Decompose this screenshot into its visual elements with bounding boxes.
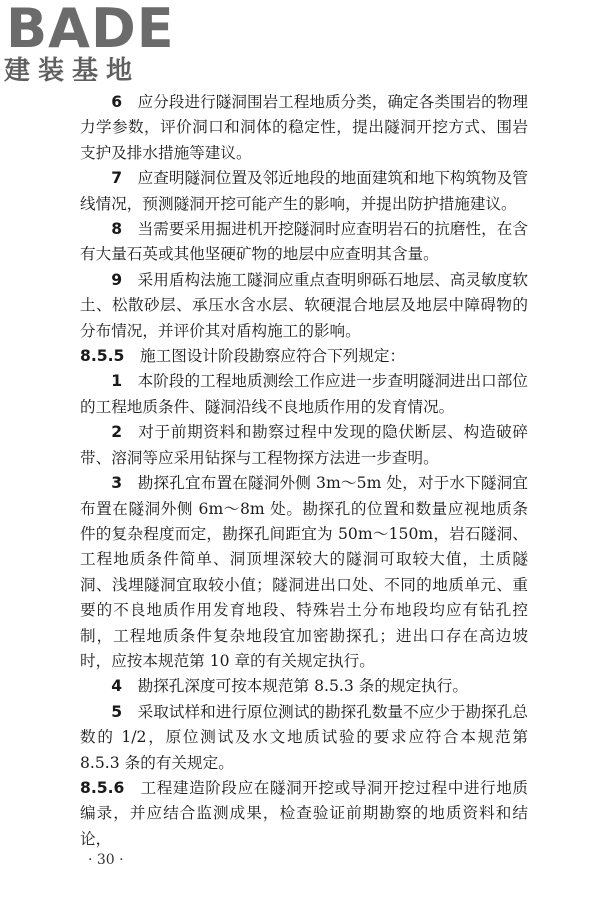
item-number: 9 <box>111 270 123 289</box>
list-item-paragraph <box>80 700 528 776</box>
item-number: 2 <box>111 423 123 442</box>
paragraph-text: 勘探孔宜布置在隧洞外侧 3m～5m 处，对于水下隧洞宜布置在隧洞外侧 6m～8m 处。勘探孔的位置和数量应视地质条件的复杂程度而定，勘探孔间距宜为 50m～150m，岩石隧洞、工程地质条件简单、洞顶埋深较大的隧洞可取较大值，土质隧洞、浅埋隧洞宜取较小值；隧洞进出口处、不同的地质单元、重要的不良地质作用发育地段、特殊岩土分布地段均应有钻孔控制，工程地质条件复杂地段宜加密勘探孔；进出口存在高边坡时，应按本规范第 10 章的有关规定执行。 <box>80 474 528 670</box>
clause-paragraph <box>80 344 528 369</box>
clause-number: 8.5.6 <box>80 778 125 797</box>
item-number: 6 <box>111 93 123 111</box>
item-number: 3 <box>111 474 123 493</box>
list-item-paragraph <box>80 217 528 268</box>
list-item-paragraph <box>80 420 528 471</box>
paragraph-text: 勘探孔深度可按本规范第 8.5.3 条的规定执行。 <box>137 677 468 696</box>
brand-logo <box>2 2 182 92</box>
logo-subtitle: 建装基地 <box>4 56 141 86</box>
list-item-paragraph <box>80 268 528 344</box>
list-item-paragraph <box>80 674 528 699</box>
item-number: 4 <box>111 677 123 696</box>
paragraph-text: 对于前期资料和勘察过程中发现的隐伏断层、构造破碎带、溶洞等应采用钻探与工程物探方法进一步查明。 <box>80 423 528 467</box>
item-number: 8 <box>111 220 123 239</box>
list-item-paragraph <box>80 90 528 166</box>
paragraph-text: 当需要采用掘进机开挖隧洞时应查明岩石的抗磨性，在含有大量石英或其他坚硬矿物的地层中应查明其含量。 <box>80 220 528 264</box>
list-item-paragraph <box>80 369 528 420</box>
paragraph-text: 采取试样和进行原位测试的勘探孔数量不应少于勘探孔总数的 1/2，原位测试及水文地质试验的要求应符合本规范第 8.5.3 条的有关规定。 <box>80 702 528 772</box>
list-item-paragraph <box>80 166 528 217</box>
paragraph-text: 工程建造阶段应在隧洞开挖或导洞开挖过程中进行地质编录，并应结合监测成果，检查验证前期勘察的地质资料和结论， <box>80 778 528 848</box>
document-body <box>80 90 528 852</box>
clause-paragraph <box>80 776 528 852</box>
item-number: 1 <box>111 372 123 391</box>
paragraph-text: 应查明隧洞位置及邻近地段的地面建筑和地下构筑物及管线情况，预测隧洞开挖可能产生的影响，并提出防护措施建议。 <box>80 169 528 213</box>
clause-number: 8.5.5 <box>80 347 125 366</box>
list-item-paragraph <box>80 471 528 674</box>
item-number: 7 <box>111 169 123 188</box>
paragraph-text: 采用盾构法施工隧洞应重点查明卵砾石地层、高灵敏度软土、松散砂层、承压水含水层、软硬混合地层及地层中障碍物的分布情况，并评价其对盾构施工的影响。 <box>80 270 528 340</box>
logo-brand-text: BADE <box>6 0 175 60</box>
paragraph-text: 应分段进行隧洞围岩工程地质分类，确定各类围岩的物理力学参数，评价洞口和洞体的稳定性，提出隧洞开挖方式、围岩支护及排水措施等建议。 <box>80 93 528 162</box>
item-number: 5 <box>111 702 123 721</box>
paragraph-text: 本阶段的工程地质测绘工作应进一步查明隧洞进出口部位的工程地质条件、隧洞沿线不良地质作用的发育情况。 <box>80 372 528 416</box>
page-number: · 30 · <box>88 852 124 868</box>
paragraph-text: 施工图设计阶段勘察应符合下列规定： <box>140 347 406 366</box>
